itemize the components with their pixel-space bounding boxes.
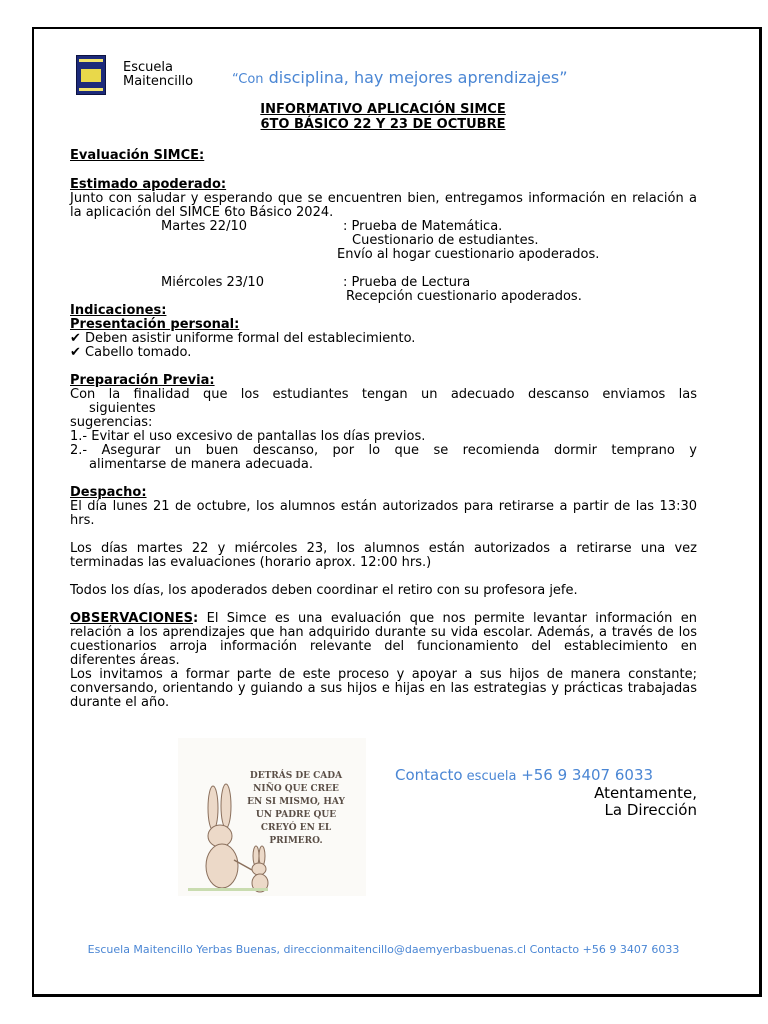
preparacion-heading: Preparación Previa: — [70, 373, 215, 388]
evaluacion-heading: Evaluación SIMCE: — [70, 148, 205, 163]
indicaciones-item2: ✔ Cabello tomado. — [70, 345, 192, 360]
greeting-text: Junto con saludar y esperando que se encuentren bien, entregamos información en relación a la aplicación del SIMCE 6to Básico 2024. — [70, 191, 697, 220]
signature-line2: La Dirección — [604, 801, 697, 819]
greeting-heading: Estimado apoderado: — [70, 177, 227, 192]
schedule-tuesday-label: Martes 22/10 — [161, 219, 247, 234]
observaciones-text: El Simce es una evaluación que nos permite levantar información en relación a los aprendizajes que han adquirido durante su vida escolar. Además, a través de los cuestionarios arroja información relevante del funcionamiento del establecimiento en diferentes áreas. — [70, 611, 697, 668]
preparacion-intro-line2: siguientes — [89, 401, 156, 416]
indicaciones-item1: ✔ Deben asistir uniforme formal del establecimiento. — [70, 331, 416, 346]
indicaciones-heading: Indicaciones: — [70, 303, 167, 318]
contact-line — [395, 766, 653, 784]
schedule-tuesday-item2: Cuestionario de estudiantes. — [352, 233, 539, 248]
footer-contact: Escuela Maitencillo Yerbas Buenas, direccionmaitencillo@daemyerbasbuenas.cl Contacto +56 9 3407 6033 — [87, 943, 680, 956]
school-name-line1: Escuela — [123, 60, 173, 75]
poster-line6: PRIMERO. — [269, 836, 323, 846]
observaciones-text2: Los invitamos a formar parte de este proceso y apoyar a sus hijos de manera constante; conversando, orientando y guiando a sus hijos e hijas en las estrategias y prácticas trabajadas durante el año. — [70, 667, 697, 710]
presentacion-heading: Presentación personal: — [70, 317, 240, 332]
despacho-para3: Todos los días, los apoderados deben coordinar el retiro con su profesora jefe. — [70, 583, 578, 598]
poster-line1: DETRÁS DE CADA — [249, 771, 343, 781]
schedule-wednesday-item1: : Prueba de Lectura — [343, 275, 471, 290]
preparacion-intro-line3: sugerencias: — [70, 415, 153, 430]
poster-line4: UN PADRE QUE — [255, 810, 337, 820]
preparacion-item2-line2: alimentarse de manera adecuada. — [89, 457, 314, 472]
despacho-para1: El día lunes 21 de octubre, los alumnos están autorizados para retirarse a partir de las 13:30 hrs. — [70, 499, 697, 528]
schedule-wednesday-item2: Recepción cuestionario apoderados. — [346, 289, 582, 304]
preparacion-item1: 1.- Evitar el uso excesivo de pantallas los días previos. — [70, 429, 426, 444]
school-name-line2: Maitencillo — [123, 74, 194, 89]
despacho-heading: Despacho: — [70, 485, 147, 500]
schedule-tuesday-item3: Envío al hogar cuestionario apoderados. — [337, 247, 600, 262]
poster-line2: NIÑO QUE CREE — [253, 784, 339, 794]
contact-phone[interactable]: +56 9 3407 6033 — [516, 766, 654, 784]
observaciones-colon: : — [193, 611, 199, 626]
preparacion-intro-line1: Con la finalidad que los estudiantes tengan un adecuado descanso enviamos las — [70, 387, 697, 402]
preparacion-item2-line1: 2.- Asegurar un buen descanso, por lo que se recomienda dormir temprano y — [70, 443, 697, 458]
school-logo — [76, 55, 106, 95]
contact-small: escuela — [462, 769, 517, 784]
document-title-line2: 6TO BÁSICO 22 Y 23 DE OCTUBRE — [260, 117, 506, 132]
signature-line1: Atentamente, — [594, 784, 697, 802]
observaciones-heading: OBSERVACIONES — [70, 611, 194, 626]
school-motto — [232, 68, 568, 87]
motto-open: “Con — [232, 72, 264, 87]
motto-rest: disciplina, hay mejores aprendizajes” — [263, 68, 568, 87]
contact-label: Contacto — [395, 766, 463, 784]
school-name — [123, 61, 193, 89]
despacho-para2: Los días martes 22 y miércoles 23, los alumnos están autorizados a retirarse una vez terminadas las evaluaciones (horario aprox. 12:00 hrs.) — [70, 541, 697, 570]
schedule-tuesday-item1: : Prueba de Matemática. — [343, 219, 503, 234]
poster-image — [178, 738, 366, 896]
poster-line5: CREYÓ EN EL — [260, 823, 332, 833]
observaciones-paragraph — [70, 612, 697, 668]
poster-line3: EN SI MISMO, HAY — [247, 797, 345, 807]
schedule-wednesday-label: Miércoles 23/10 — [161, 275, 264, 290]
bunnies-illustration — [178, 738, 366, 896]
document-title-line1: INFORMATIVO APLICACIÓN SIMCE — [260, 102, 506, 117]
